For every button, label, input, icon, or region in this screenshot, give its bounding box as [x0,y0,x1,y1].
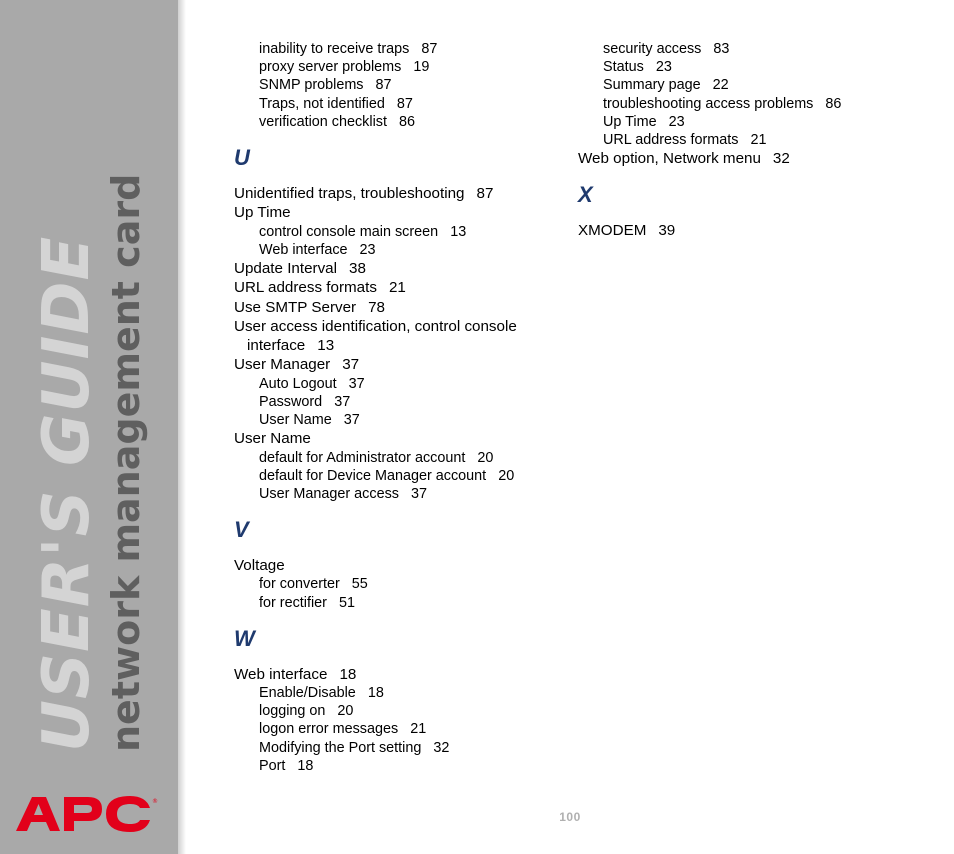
index-entry: Web option, Network menu 32 [578,150,790,168]
index-subentry: default for Device Manager account 20 [259,467,515,484]
section-letter-u: U [234,144,250,170]
section-letter-x: X [578,182,593,208]
index-entry: Up Time [234,204,291,222]
guide-title: USER'S GUIDE [30,235,104,752]
index-subentry: Port 18 [259,757,314,774]
index-subentry: SNMP problems 87 [259,77,392,94]
index-entry: Voltage [234,557,285,575]
index-entry-continuation: interface 13 [247,337,335,355]
index-subentry: User Manager access 37 [259,485,427,502]
index-entry: User Manager 37 [234,356,360,374]
index-entry: Unidentified traps, troubleshooting 87 [234,184,494,202]
apc-logo [16,795,158,833]
section-letter-w: W [234,625,255,651]
index-entry: URL address formats 21 [234,279,406,297]
index-entry: Use SMTP Server 78 [234,298,385,316]
page-number: 100 [559,810,581,824]
index-subentry: Web interface 23 [259,241,376,258]
index-subentry: default for Administrator account 20 [259,449,494,466]
index-subentry: proxy server problems 19 [259,59,430,76]
index-subentry: security access 83 [603,41,730,57]
index-entry: Web interface 18 [234,665,357,683]
index-entry: XMODEM 39 [578,222,676,240]
index-subentry: Auto Logout 37 [259,375,365,392]
guide-subtitle: network management card [104,173,148,752]
svg-text:®: ® [152,798,158,805]
index-subentry: Modifying the Port setting 32 [259,739,450,756]
index-subentry: Up Time 23 [603,113,685,130]
index-subentry: Password 37 [259,393,351,410]
section-letter-v: V [234,517,249,543]
index-subentry: Enable/Disable 18 [259,685,384,702]
index-subentry: User Name 37 [259,412,360,429]
index-subentry: Summary page 22 [603,77,729,94]
index-column-1 [234,40,564,775]
index-subentry: for rectifier 51 [259,594,355,611]
index-subentry: for converter 55 [259,576,368,593]
index-entry: Update Interval 38 [234,259,366,277]
index-subentry: logging on 20 [259,703,354,720]
index-entry: User Name [234,430,311,448]
index-subentry: Status 23 [603,59,672,76]
index-subentry: troubleshooting access problems 86 [603,95,842,112]
index-entry: User access identification, control console [234,317,517,335]
index-subentry: Traps, not identified 87 [259,95,413,112]
index-subentry: inability to receive traps 87 [259,41,438,57]
index-column-2 [578,40,908,241]
sidebar [0,0,178,854]
index-subentry: control console main screen 13 [259,223,467,240]
index-subentry: logon error messages 21 [259,721,427,738]
index-subentry: URL address formats 21 [603,131,767,148]
index-subentry: verification checklist 86 [259,113,415,130]
sidebar-shadow [178,0,186,854]
